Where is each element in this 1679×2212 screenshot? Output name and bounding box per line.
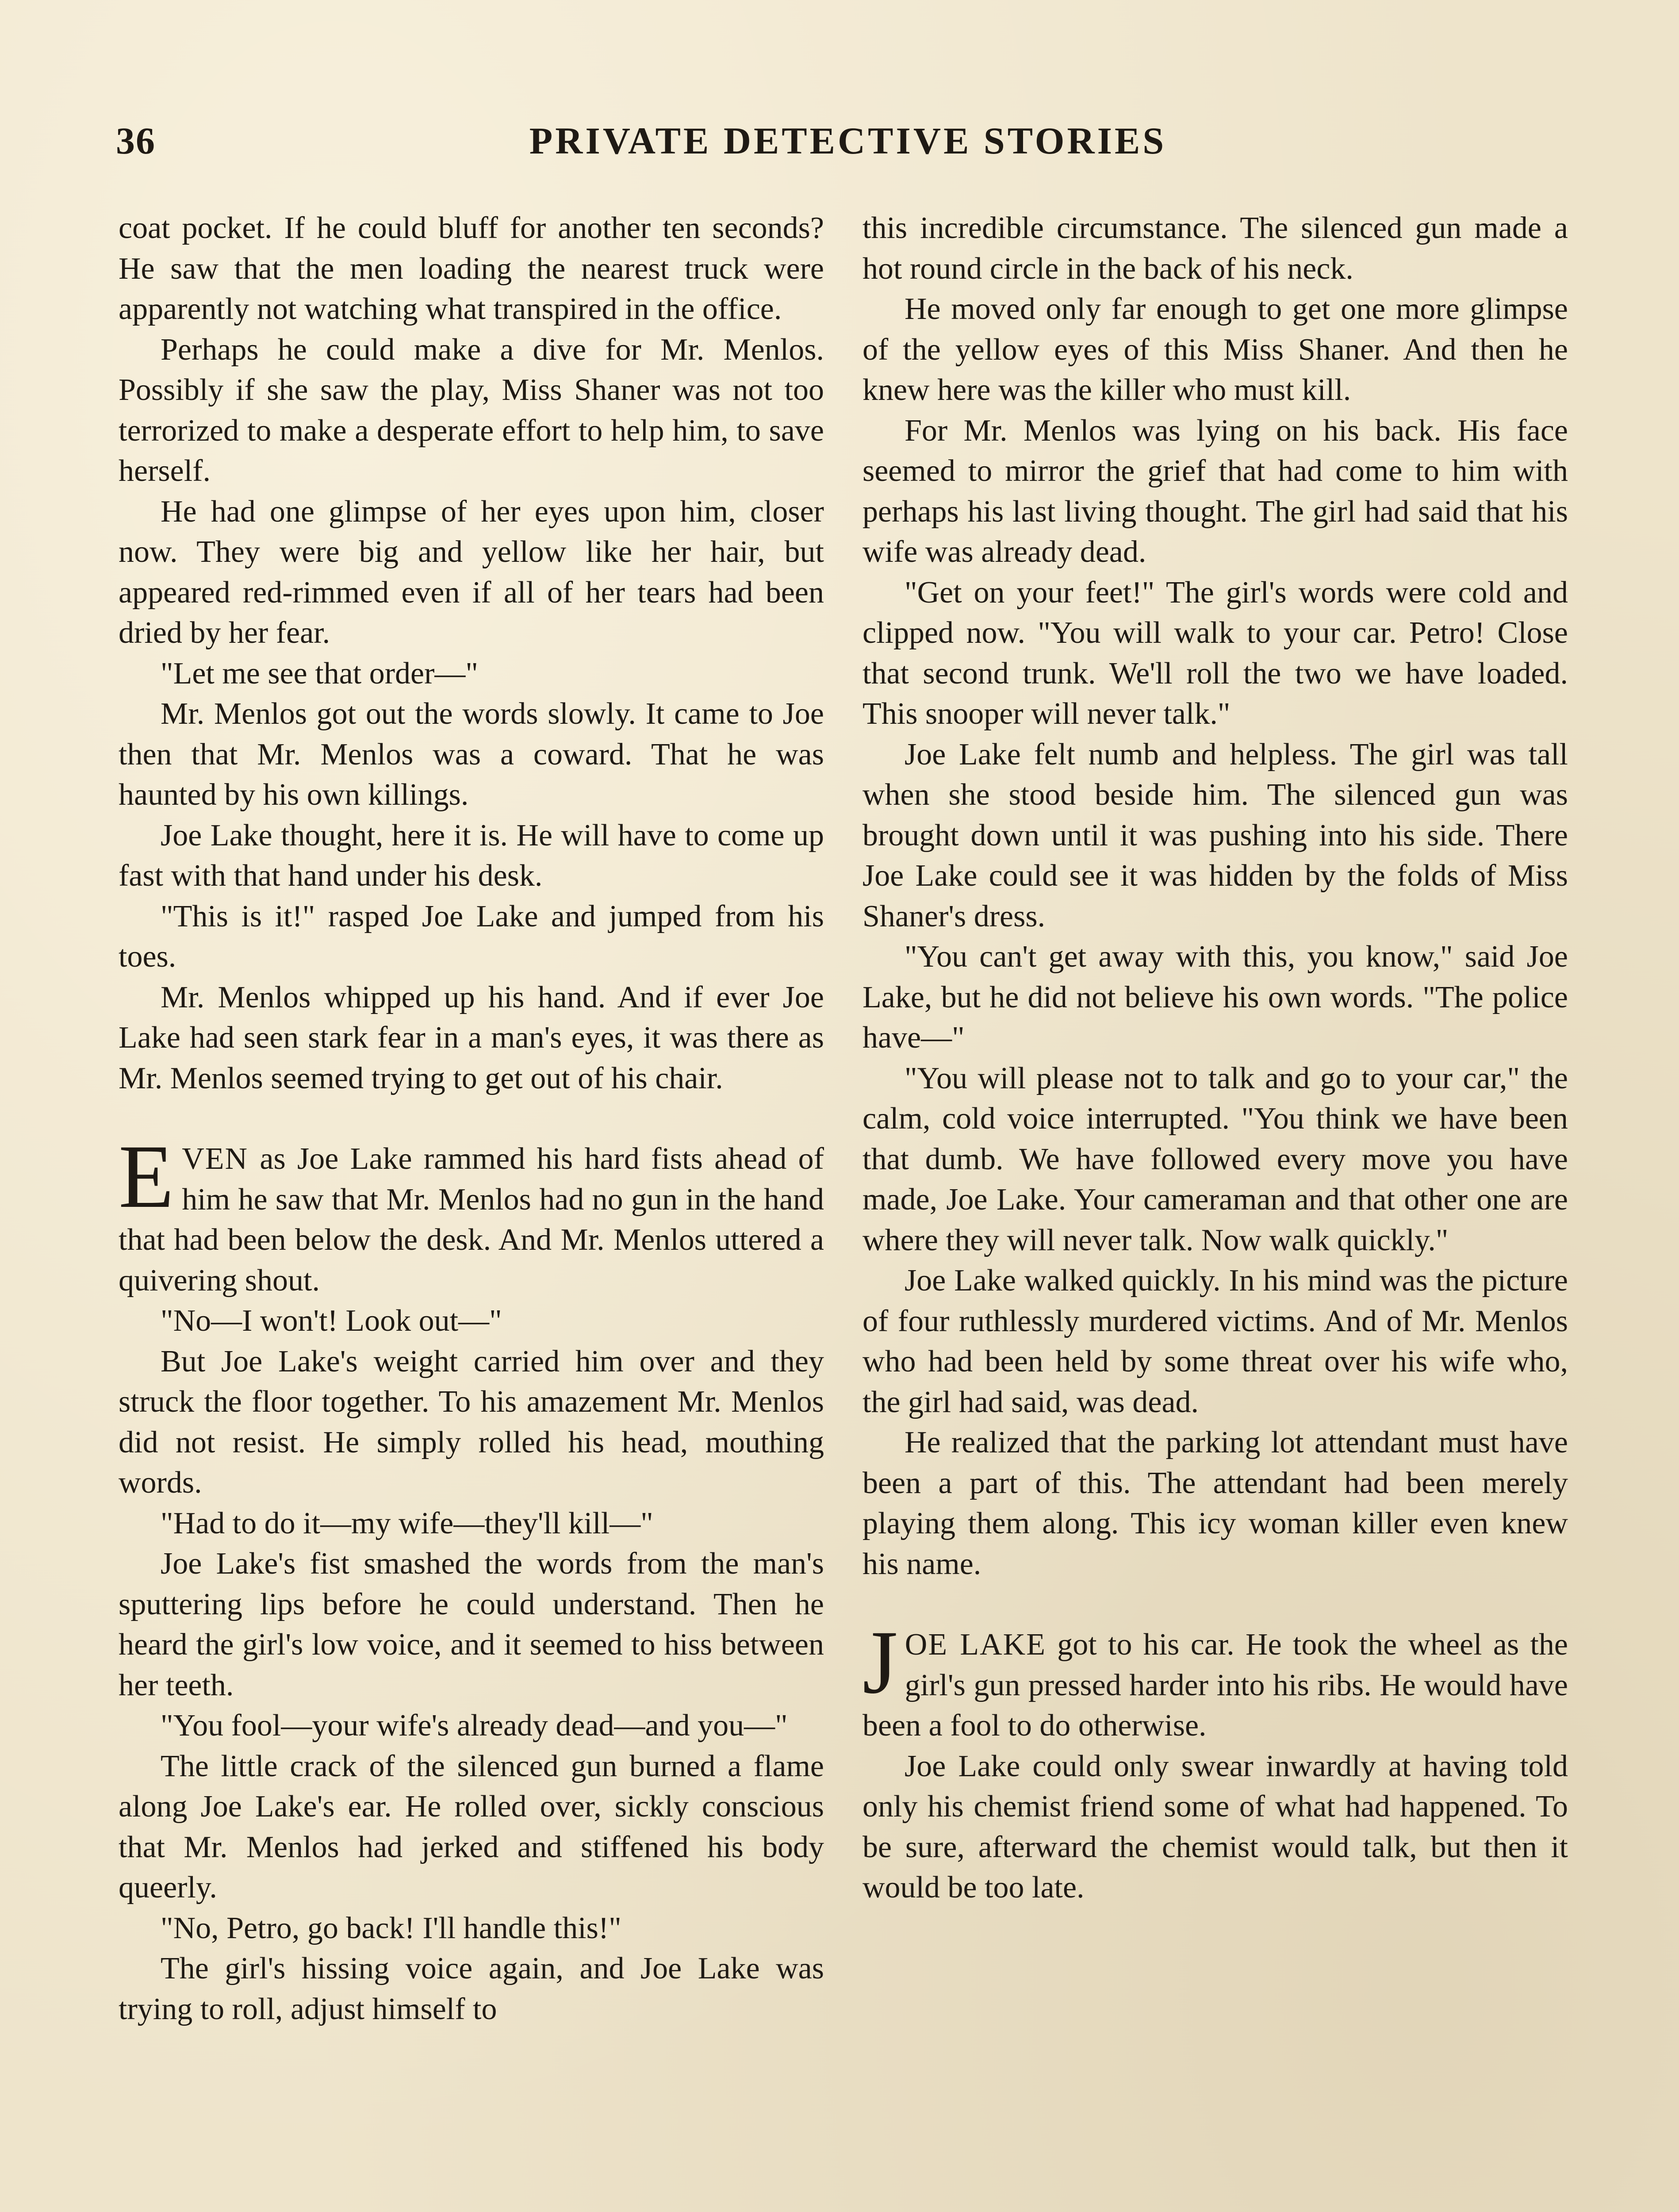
paragraph: Perhaps he could make a dive for Mr. Menlos. Possibly if she saw the play, Miss Shaner was not too terrorized to make a desperate effort to help him, to save herself. (119, 332, 824, 488)
running-title: PRIVATE DETECTIVE STORIES (529, 119, 1167, 162)
paragraph: "Get on your feet!" The girl's words were cold and clipped now. "You will walk to your car. Petro! Close that second trunk. We'll roll the two we have loaded. This snooper will never talk." (862, 575, 1568, 731)
paragraph: "You will please not to talk and go to your car," the calm, cold voice interrupted. "You think we have been that dumb. We have followed every move you have made, Joe Lake. Your cameraman and that other one are where they will never talk. Now walk quickly." (862, 1061, 1568, 1257)
paragraph: this incredible circumstance. The silenced gun made a hot round circle in the back of his neck. (862, 211, 1568, 286)
paragraph: Joe Lake could only swear inwardly at having told only his chemist friend some of what had happened. To be sure, afterward the chemist would talk, but then it would be too late. (862, 1749, 1568, 1905)
paragraph: "Had to do it—my wife—they'll kill—" (161, 1506, 653, 1540)
paragraph: But Joe Lake's weight carried him over and they struck the floor together. To his amazement Mr. Menlos did not resist. He simply rolled his head, mouthing words. (119, 1344, 824, 1500)
section-start-paragraph (119, 1126, 824, 1301)
lead-in-caps: OE LAKE (905, 1628, 1046, 1662)
paragraph: Mr. Menlos got out the words slowly. It came to Joe then that Mr. Menlos was a coward. That he was haunted by his own killings. (119, 697, 824, 812)
paragraph: He had one glimpse of her eyes upon him, closer now. They were big and yellow like her hair, but appeared red-rimmed even if all of her tears had been dried by her fear. (119, 494, 824, 650)
paragraph: Mr. Menlos whipped up his hand. And if ever Joe Lake had seen stark fear in a man's eyes, it was there as Mr. Menlos seemed trying to get out of his chair. (119, 980, 824, 1095)
paragraph: The girl's hissing voice again, and Joe Lake was trying to roll, adjust himself to (119, 1951, 824, 2026)
paragraph: coat pocket. If he could bluff for another ten seconds? He saw that the men loading the nearest truck were apparently not watching what transpired in the office. (119, 211, 824, 326)
paragraph: He realized that the parking lot attendant must have been a part of this. The attendant had been merely playing them along. This icy woman killer even knew his name. (862, 1425, 1568, 1581)
page-header (116, 119, 1580, 167)
paragraph: "You fool—your wife's already dead—and you—" (161, 1709, 788, 1743)
paragraph: For Mr. Menlos was lying on his back. His face seemed to mirror the grief that had come to him with perhaps his last living thought. The girl had said that his wife was already dead. (862, 413, 1568, 569)
paragraph-text: got to his car. He took the wheel as the girl's gun pressed harder into his ribs. He would have been a fool to do otherwise. (862, 1628, 1568, 1743)
paragraph: Joe Lake walked quickly. In his mind was the picture of four ruthlessly murdered victims. And of Mr. Menlos who had been held by some threat over his wife who, the girl had said, was dead. (862, 1263, 1568, 1419)
lead-in-caps: VEN (182, 1142, 249, 1176)
drop-cap: E (119, 1126, 174, 1227)
paragraph: Joe Lake's fist smashed the words from the man's sputtering lips before he could understand. Then he heard the girl's low voice, and it seemed to hiss between her teeth. (119, 1547, 824, 1702)
paragraph: He moved only far enough to get one more glimpse of the yellow eyes of this Miss Shaner. And then he knew here was the killer who must kill. (862, 292, 1568, 407)
paragraph: "No, Petro, go back! I'll handle this!" (161, 1911, 621, 1945)
left-column (119, 208, 824, 2029)
paragraph: Joe Lake felt numb and helpless. The girl was tall when she stood beside him. The silenced gun was brought down until it was pushing into his side. There Joe Lake could see it was hidden by the folds of Miss Shaner's dress. (862, 737, 1568, 933)
paragraph: "This is it!" rasped Joe Lake and jumped from his toes. (119, 899, 824, 974)
drop-cap: J (862, 1612, 898, 1713)
paragraph: The little crack of the silenced gun burned a flame along Joe Lake's ear. He rolled over, sickly conscious that Mr. Menlos had jerked and stiffened his body queerly. (119, 1749, 824, 1905)
page-number: 36 (116, 119, 156, 162)
section-start-paragraph (862, 1612, 1568, 1746)
paragraph: "You can't get away with this, you know," said Joe Lake, but he did not believe his own words. "The police have—" (862, 940, 1568, 1055)
paragraph: Joe Lake thought, here it is. He will have to come up fast with that hand under his desk. (119, 818, 824, 893)
paragraph: "No—I won't! Look out—" (161, 1304, 502, 1338)
paragraph: "Let me see that order—" (161, 656, 478, 691)
right-column (862, 208, 1568, 1908)
paragraph-text: as Joe Lake rammed his hard fists ahead of him he saw that Mr. Menlos had no gun in the hand that had been below the desk. And Mr. Menlos uttered a quivering shout. (119, 1142, 824, 1298)
